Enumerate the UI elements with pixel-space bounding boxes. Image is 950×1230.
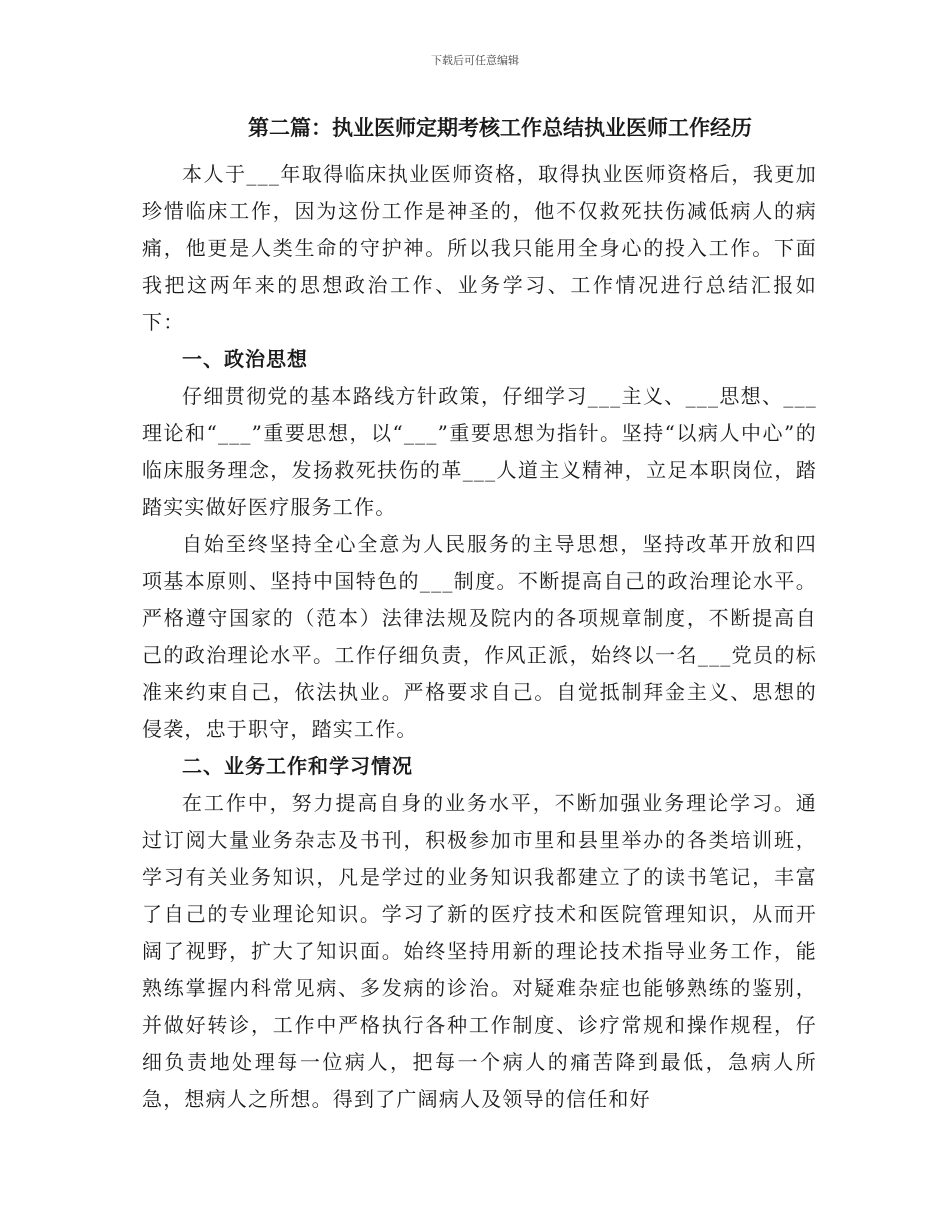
section-heading-politics: 一、政治思想: [182, 347, 308, 371]
document-title: 第二篇：执业医师定期考核工作总结执业医师工作经历: [248, 116, 752, 140]
paragraph: 仔细贯彻党的基本路线方针政策，仔细学习___主义、___思想、___理论和“___”重要思想，以“___”重要思想为指针。坚持“以病人中心”的临床服务理念，发扬救死扶伤的革___人道主义精神，立足本职岗位，踏踏实实做好医疗服务工作。: [142, 384, 817, 519]
page-header-note: 下载后可任意编辑: [431, 54, 519, 67]
paragraph: 自始至终坚持全心全意为人民服务的主导思想，坚持改革开放和四项基本原则、坚持中国特色的___制度。不断提高自己的政治理论水平。严格遵守国家的（范本）法律法规及院内的各项规章制度，不断提高自己的政治理论水平。工作仔细负责，作风正派，始终以一名___党员的标准来约束自己，依法执业。严格要求自己。自觉抵制拜金主义、思想的侵袭，忠于职守，踏实工作。: [142, 532, 817, 741]
document-body: [142, 156, 817, 1118]
intro-paragraph: 本人于___年取得临床执业医师资格，取得执业医师资格后，我更加珍惜临床工作，因为这份工作是神圣的，他不仅救死扶伤减低病人的病痛，他更是人类生命的守护神。所以我只能用全身心的投入工作。下面我把这两年来的思想政治工作、业务学习、工作情况进行总结汇报如下：: [142, 162, 817, 334]
section-heading-work-study: 二、业务工作和学习情况: [182, 754, 413, 778]
paragraph: 在工作中，努力提高自身的业务水平，不断加强业务理论学习。通过订阅大量业务杂志及书刊，积极参加市里和县里举办的各类培训班，学习有关业务知识，凡是学过的业务知识我都建立了的读书笔记，丰富了自己的专业理论知识。学习了新的医疗技术和医院管理知识，从而开阔了视野，扩大了知识面。始终坚持用新的理论技术指导业务工作，能熟练掌握内科常见病、多发病的诊治。对疑难杂症也能够熟练的鉴别，并做好转诊，工作中严格执行各种工作制度、诊疗常规和操作规程，仔细负责地处理每一位病人，把每一个病人的痛苦降到最低，急病人所急，想病人之所想。得到了广阔病人及领导的信任和好: [142, 791, 817, 1111]
